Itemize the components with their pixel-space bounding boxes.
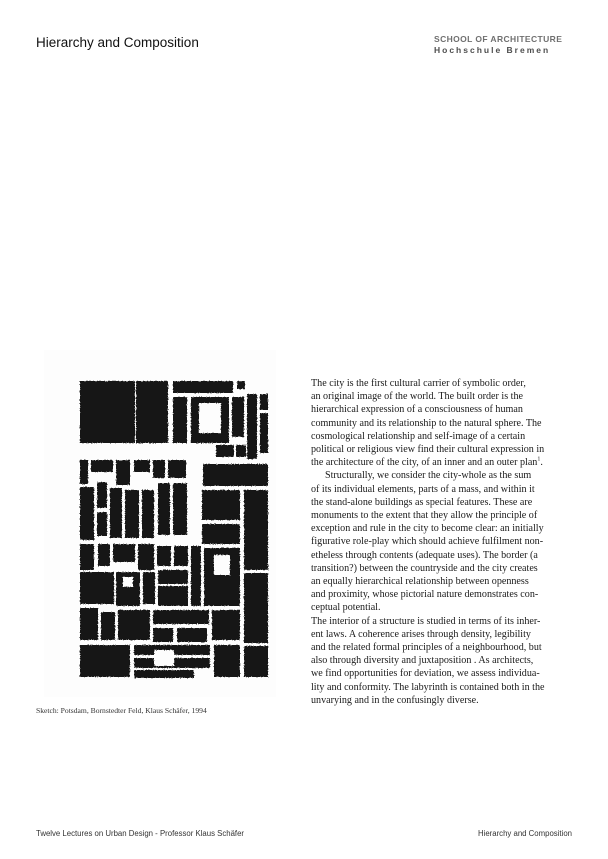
body-text [311, 377, 577, 707]
building-block [247, 394, 257, 459]
text-line: and proximity, whose pictorial nature demonstrates con- [311, 589, 539, 601]
text-line: community and its relationship to the natural sphere. The [311, 417, 542, 429]
courtyard-void [154, 650, 174, 666]
text-line: transition?) between the countryside and the city creates [311, 562, 538, 574]
footer-chapter-title: Hierarchy and Composition [477, 829, 572, 838]
paragraph-3 [311, 615, 577, 707]
paragraph-1 [311, 377, 577, 469]
building-block [80, 645, 130, 677]
building-block [177, 628, 207, 642]
text-line: we find opportunities for deviation, we assess individua- [311, 668, 540, 680]
text-line: and the related formal principles of a neighbourhood, but [311, 642, 542, 654]
building-block [232, 397, 244, 437]
building-block [173, 483, 187, 535]
text-line: an original image of the world. The built order is the [311, 391, 524, 403]
courtyard-void [123, 577, 133, 587]
urban-sketch-figure [44, 350, 276, 697]
text-line: of its individual elements, parts of a mass, and within it [311, 483, 535, 495]
building-block [118, 610, 150, 640]
building-block [214, 645, 240, 677]
footer-lecture-series: Twelve Lectures on Urban Design - Professor Klaus Schäfer [36, 829, 245, 838]
building-block [138, 544, 154, 570]
building-block [260, 394, 268, 410]
building-block [142, 490, 154, 538]
text-line: political or religious view find their cultural expression in [311, 444, 545, 456]
building-block [191, 546, 201, 606]
building-block [98, 544, 110, 566]
footnote-marker: 1 [537, 456, 541, 463]
text-line: The city is the first cultural carrier of symbolic order, [311, 378, 526, 389]
building-block [158, 483, 170, 535]
building-block [91, 460, 113, 472]
text-line: cosmological relationship and self-image of a certain [311, 430, 526, 442]
text-line: etheless through contents (adequate uses). The border (a [311, 549, 538, 561]
text-line: figurative role-play which should achieve fulfilment non- [311, 536, 544, 548]
paragraph-2 [311, 469, 577, 614]
building-block [143, 572, 155, 604]
text-line [311, 456, 577, 469]
building-block [110, 488, 122, 538]
building-block [80, 572, 114, 604]
building-block [237, 381, 245, 389]
text-line: an equally hierarchical relationship between openness [311, 576, 529, 588]
building-block [212, 610, 240, 640]
building-block [203, 464, 268, 486]
building-block [153, 610, 209, 624]
building-block [236, 445, 246, 457]
building-block [153, 628, 173, 642]
text-line: exception and rule in the city to become clear: an initially [311, 523, 544, 535]
building-block [125, 490, 139, 538]
building-block [116, 460, 130, 485]
building-block [244, 490, 268, 570]
building-block [113, 544, 135, 562]
building-block [80, 460, 88, 484]
courtyard-void [214, 555, 230, 575]
building-block [80, 544, 94, 570]
building-block [173, 397, 187, 443]
courtyard-void [199, 403, 221, 433]
building-block [97, 512, 107, 536]
building-block [80, 608, 98, 640]
school-name [434, 34, 572, 56]
building-block [244, 573, 268, 643]
building-block [202, 490, 240, 520]
text-line: Structurally, we consider the city-whole as the sum [325, 470, 532, 482]
building-block [134, 460, 150, 472]
building-block [168, 460, 186, 478]
building-block [157, 546, 171, 566]
building-block [174, 546, 188, 566]
building-block [134, 670, 194, 678]
school-name-line2: Hochschule Bremen [434, 45, 551, 55]
building-block [260, 413, 268, 453]
text-line: monuments to the extent that they allow the principle of [311, 510, 538, 522]
text-line: hierarchical expression of a consciousness of human [311, 404, 523, 416]
building-block [158, 586, 188, 606]
building-block [173, 381, 233, 393]
sentence-end: . [540, 457, 543, 469]
page-title: Hierarchy and Composition [36, 35, 199, 50]
text-line: the stand-alone buildings as special features. These are [311, 496, 533, 508]
text-line-content: the architecture of the city, of an inner and an outer plan [311, 457, 538, 469]
figure-caption: Sketch: Potsdam, Bornstedter Feld, Klaus Schäfer, 1994 [36, 706, 207, 715]
text-line: ent laws. A coherence arises through density, legibility [311, 628, 531, 640]
building-block [158, 570, 188, 584]
building-block [80, 487, 94, 540]
building-block [153, 460, 165, 478]
building-block [202, 524, 240, 544]
building-block [216, 445, 234, 457]
text-line: also through diversity and juxtaposition . As architects, [311, 655, 534, 667]
text-line: lity and conformity. The labyrinth is contained both in the [311, 681, 545, 693]
building-block [244, 646, 268, 677]
figure-ground-plan [44, 350, 276, 697]
text-line: ceptual potential. [311, 602, 381, 614]
building-block [136, 381, 168, 443]
building-block [101, 612, 115, 640]
school-name-line1: SCHOOL OF ARCHITECTURE [434, 34, 563, 44]
building-block [97, 482, 107, 508]
text-line: The interior of a structure is studied in terms of its inher- [311, 615, 541, 627]
text-line: unvarying and in the confusingly diverse. [311, 694, 479, 706]
building-block [80, 381, 135, 443]
